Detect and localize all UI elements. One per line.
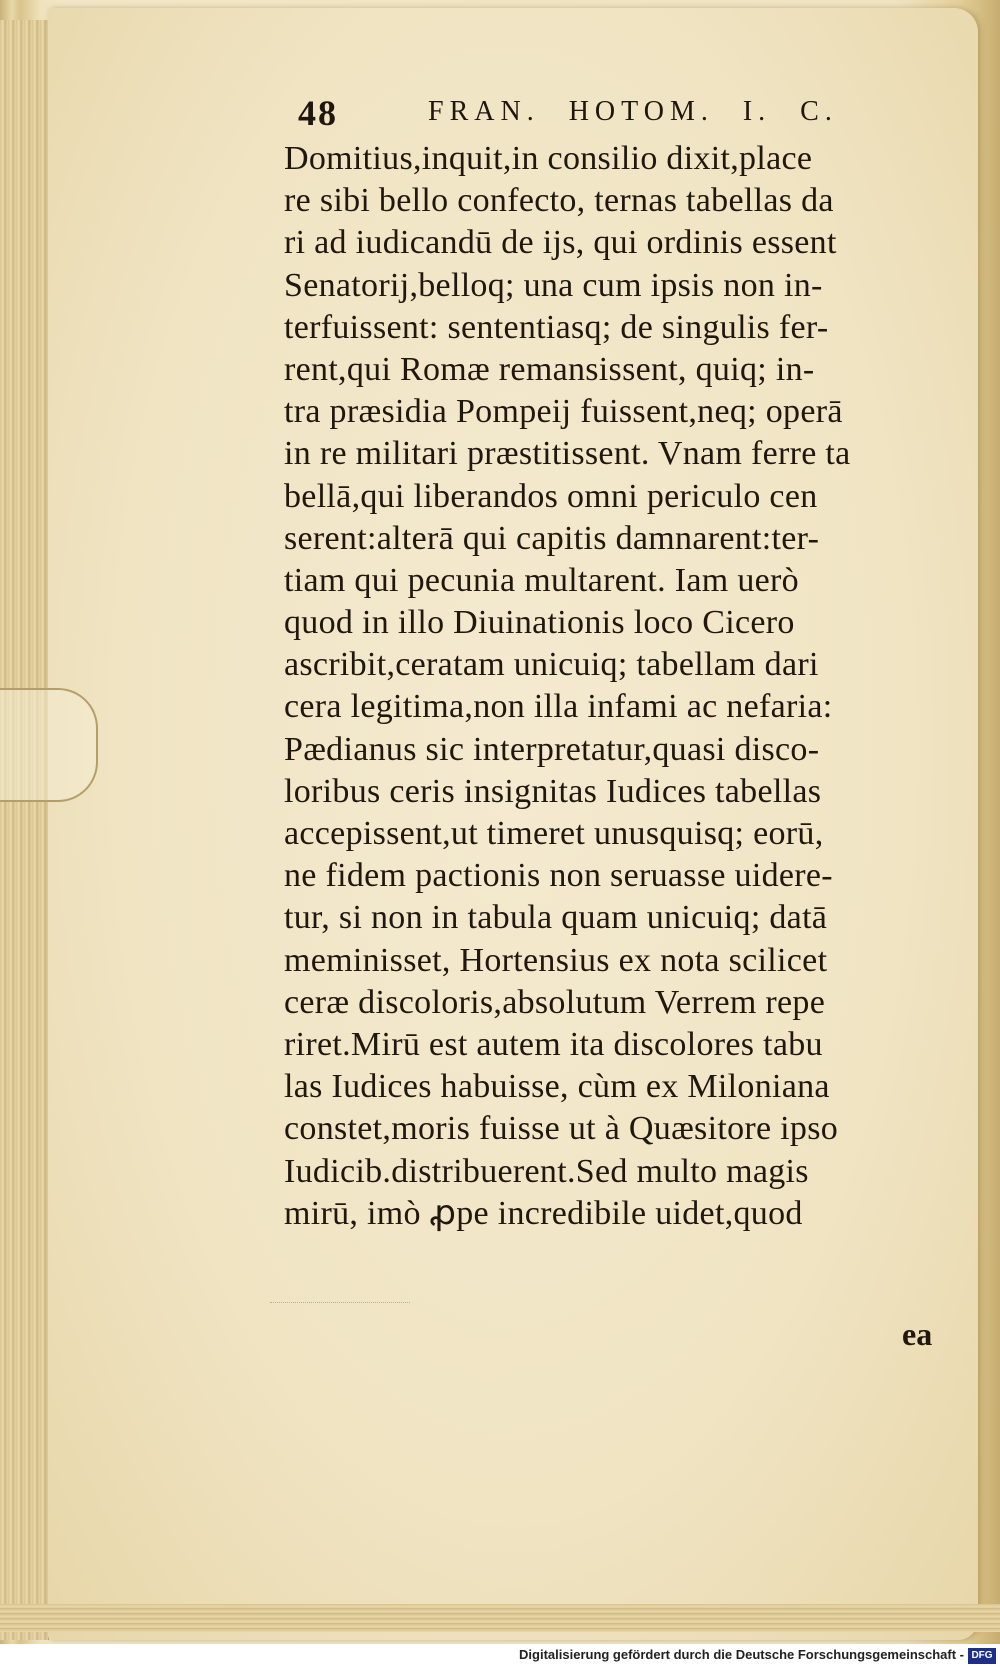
text-line: tra præsidia Pompeij fuissent,neq; operā <box>284 393 843 431</box>
text-line: las Iudices habuisse, cùm ex Miloniana <box>284 1068 830 1106</box>
text-line: tiam qui pecunia multarent. Iam uerò <box>284 561 799 599</box>
text-line: Senatorij,belloq; una cum ipsis non in- <box>284 266 823 304</box>
folio-number: 48 <box>298 93 338 133</box>
text-line: re sibi bello confecto, ternas tabellas da <box>284 182 834 220</box>
text-line: constet,moris fuisse ut à Quæsitore ipso <box>284 1110 839 1148</box>
funding-credit: Digitalisierung gefördert durch die Deutsche Forschungsgemeinschaft - <box>519 1647 964 1662</box>
text-line: ne fidem pactionis non seruasse uidere- <box>284 857 833 895</box>
text-line: quod in illo Diuinationis loco Cicero <box>284 604 795 642</box>
catchword: ea <box>902 1316 933 1352</box>
text-line: ceræ discoloris,absolutum Verrem repe <box>284 983 826 1021</box>
page-header <box>298 92 938 142</box>
footer-bar <box>0 1644 1000 1670</box>
text-line: mirū, imò ꝓpe incredibile uidet,quod <box>284 1194 803 1232</box>
text-line: Domitius,inquit,in consilio dixit,place <box>284 140 813 177</box>
text-line: accepissent,ut timeret unusquisq; eorū, <box>284 815 824 852</box>
text-line: loribus ceris insignitas Iudices tabellas <box>284 772 822 810</box>
body-text <box>284 138 964 1235</box>
text-line: ascribit,ceratam unicuiq; tabellam dari <box>284 646 819 684</box>
dfg-logo-icon: DFG <box>968 1648 996 1664</box>
text-line: Iudicib.distribuerent.Sed multo magis <box>284 1152 809 1190</box>
text-line: ri ad iudicandū de ijs, qui ordinis essent <box>284 224 837 262</box>
text-line: terfuissent: sententiasq; de singulis fer- <box>284 308 829 346</box>
text-line: meminisset, Hortensius ex nota scilicet <box>284 941 828 979</box>
text-line: bellā,qui liberandos omni periculo cen <box>284 477 818 515</box>
text-line: serent:alterā qui capitis damnarent:ter- <box>284 519 820 557</box>
text-line: cera legitima,non illa infami ac nefaria: <box>284 688 833 726</box>
running-head: FRAN. HOTOM. I. C. <box>428 96 838 127</box>
page-edge-stack <box>0 20 49 1640</box>
ink-smudge <box>270 1302 410 1309</box>
text-line: in re militari præstitissent. Vnam ferre ta <box>284 435 851 473</box>
text-line: tur, si non in tabula quam unicuiq; datā <box>284 899 828 937</box>
text-line: Pædianus sic interpretatur,quasi disco- <box>284 730 820 768</box>
bottom-page-edges <box>0 1604 1000 1632</box>
text-line: rent,qui Romæ remansissent, quiq; in- <box>284 350 815 388</box>
bookmark-strip <box>0 688 98 802</box>
text-line: riret.Mirū est autem ita discolores tabu <box>284 1025 823 1063</box>
